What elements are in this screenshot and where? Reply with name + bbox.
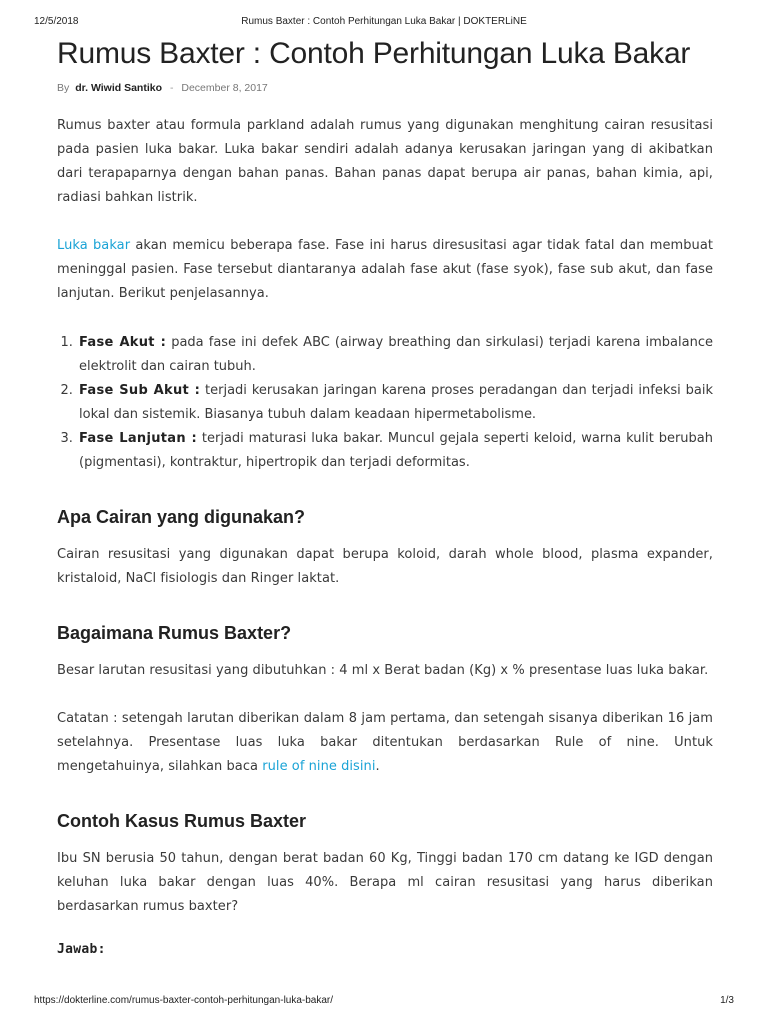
fluids-paragraph: Cairan resusitasi yang digunakan dapat berupa koloid, darah whole blood, plasma expander, kristaloid, NaCl fisiologis dan Ringer laktat. xyxy=(57,547,713,586)
phase-term: Fase Sub Akut : xyxy=(79,383,201,398)
print-page-title: Rumus Baxter : Contoh Perhitungan Luka Bakar | DOKTERLiNE xyxy=(241,16,527,27)
print-header xyxy=(0,16,768,30)
phase-text: terjadi maturasi luka bakar. Muncul gejala seperti keloid, warna kulit berubah (pigmentasi), kontraktur, hipertropik dan terjadi deformitas. xyxy=(79,431,713,470)
phase-text: pada fase ini defek ABC (airway breathing dan sirkulasi) terjadi karena imbalance elektrolit dan cairan tubuh. xyxy=(79,335,713,374)
author-link[interactable]: dr. Wiwid Santiko xyxy=(75,82,163,94)
byline xyxy=(57,80,713,96)
case-heading: Contoh Kasus Rumus Baxter xyxy=(57,811,307,831)
luka-bakar-link[interactable]: Luka bakar xyxy=(57,238,131,253)
note-text: Catatan : setengah larutan diberikan dalam 8 jam pertama, dan setengah sisanya diberikan 16 jam setelahnya. Presentase luas luka bakar ditentukan berdasarkan Rule of nine. Untuk mengetahuinya, silahkan baca xyxy=(57,711,713,774)
page-title: Rumus Baxter : Contoh Perhitungan Luka Bakar xyxy=(57,37,691,70)
print-date: 12/5/2018 xyxy=(34,16,79,27)
rule-of-nine-link[interactable]: rule of nine disini xyxy=(262,759,376,774)
phase-term: Fase Lanjutan : xyxy=(79,431,197,446)
phases-list xyxy=(57,331,713,475)
publish-date: December 8, 2017 xyxy=(181,82,268,94)
formula-paragraph: Besar larutan resusitasi yang dibutuhkan : 4 ml x Berat badan (Kg) x % presentase luas luka bakar. xyxy=(57,663,709,678)
list-item xyxy=(77,427,713,475)
phases-intro-text: akan memicu beberapa fase. Fase ini harus diresusitasi agar tidak fatal dan membuat meninggal pasien. Fase tersebut diantaranya adalah fase akut (fase syok), fase sub akut, dan fase lanjutan. Berikut penjelasannya. xyxy=(57,238,714,301)
phases-intro-paragraph xyxy=(57,234,713,306)
note-end: . xyxy=(375,759,380,774)
print-footer xyxy=(0,995,768,1009)
answer-label: Jawab: xyxy=(57,942,106,957)
byline-separator: - xyxy=(169,82,174,94)
case-paragraph: Ibu SN berusia 50 tahun, dengan berat badan 60 Kg, Tinggi badan 170 cm datang ke IGD dengan keluhan luka bakar dengan luas 40%. Berapa ml cairan resusitasi yang harus diberikan berdasarkan rumus baxter? xyxy=(57,851,713,914)
intro-paragraph: Rumus baxter atau formula parkland adalah rumus yang digunakan menghitung cairan resusitasi pada pasien luka bakar. Luka bakar sendiri adalah adanya kerusakan jaringan yang di akibatkan dari terapaparnya dengan bahan panas. Bahan panas dapat berupa air panas, bahan kimia, api, radiasi bahkan listrik. xyxy=(57,118,713,205)
formula-heading: Bagaimana Rumus Baxter? xyxy=(57,623,292,643)
note-paragraph xyxy=(57,707,713,779)
list-item xyxy=(77,379,713,427)
print-page-number: 1/3 xyxy=(720,995,734,1006)
print-url: https://dokterline.com/rumus-baxter-contoh-perhitungan-luka-bakar/ xyxy=(34,995,334,1006)
fluids-heading: Apa Cairan yang digunakan? xyxy=(57,507,306,527)
phase-term: Fase Akut : xyxy=(79,335,167,350)
phase-text: terjadi kerusakan jaringan karena proses peradangan dan terjadi infeksi baik lokal dan sistemik. Biasanya tubuh dalam keadaan hipermetabolisme. xyxy=(79,383,713,422)
byline-by: By xyxy=(57,82,70,94)
list-item xyxy=(77,331,713,379)
article xyxy=(57,34,713,957)
